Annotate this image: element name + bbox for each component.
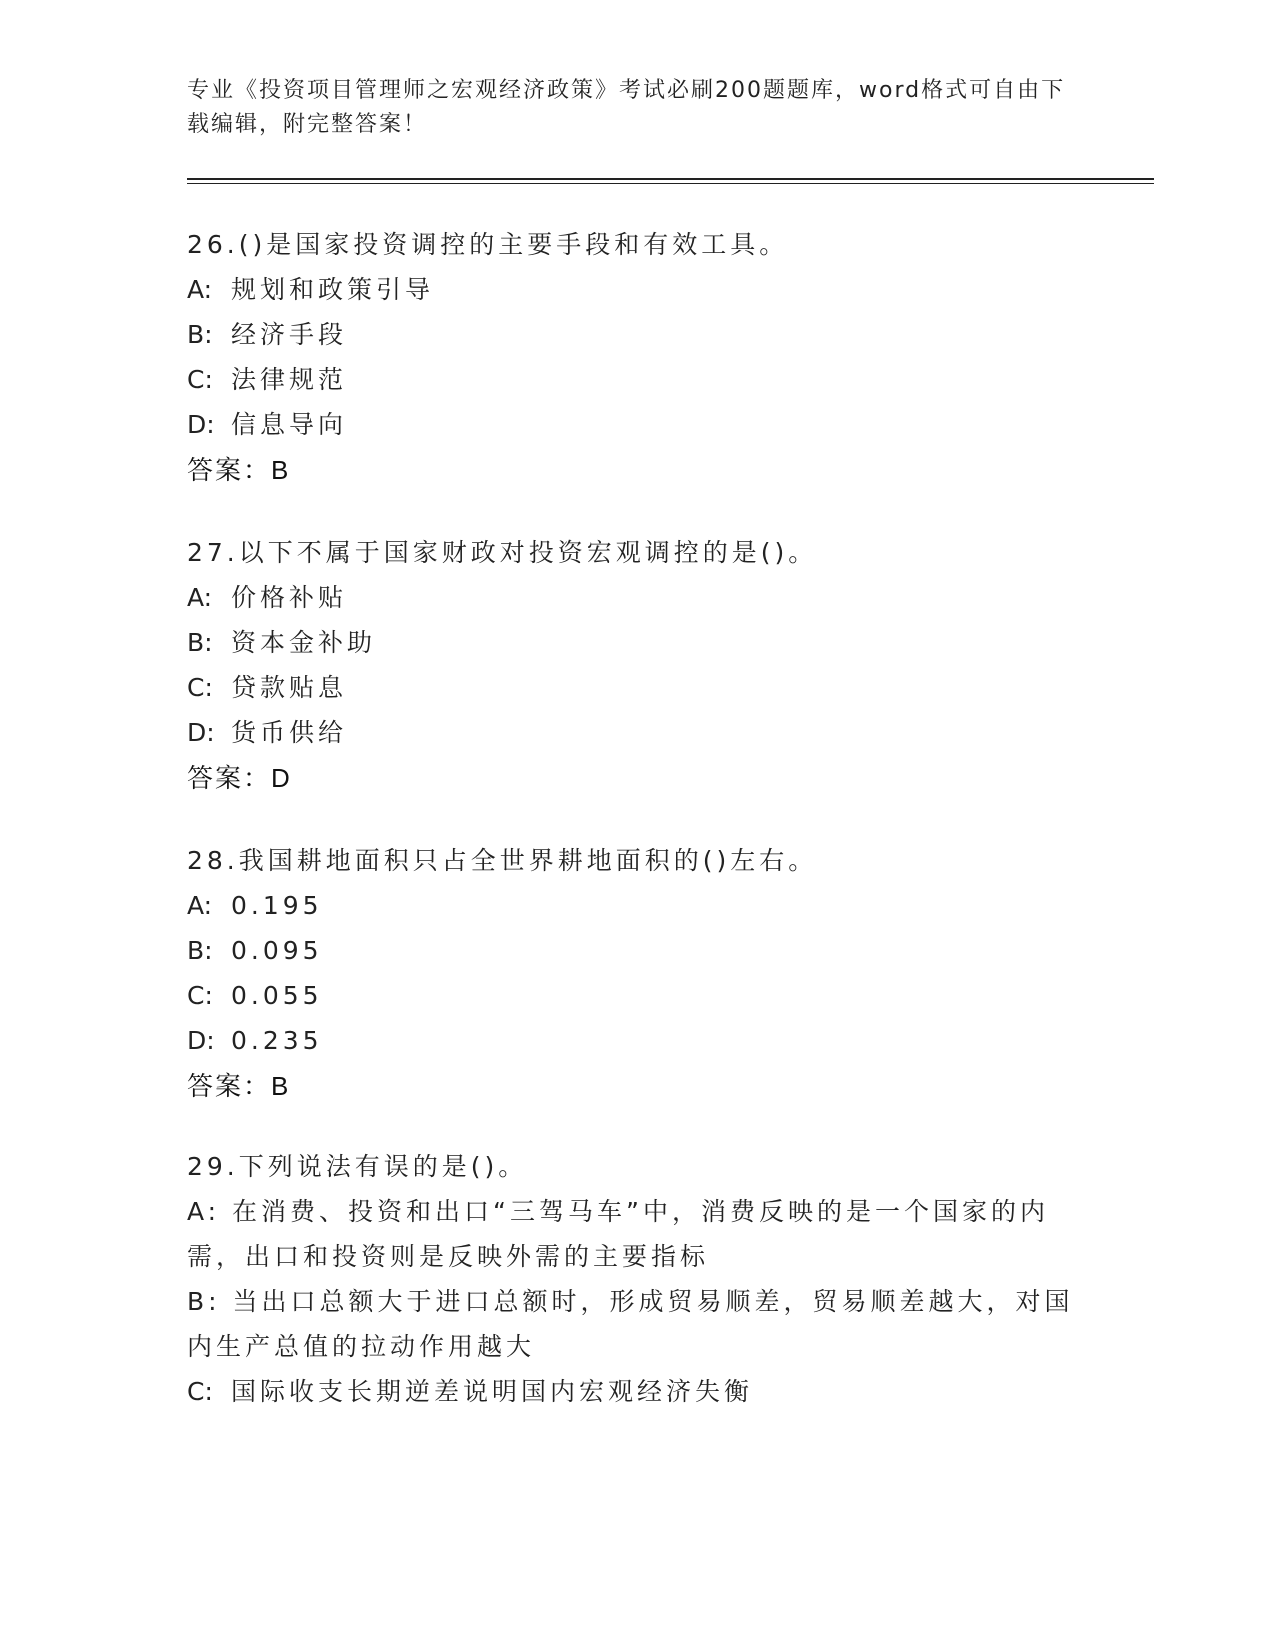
answer-value: B xyxy=(271,455,291,485)
option-letter: C: xyxy=(187,365,213,394)
question-stem: 29.下列说法有误的是()。 xyxy=(187,1152,528,1181)
question-27 xyxy=(187,530,1087,801)
option-b xyxy=(187,1279,1087,1369)
option-c xyxy=(187,357,1087,402)
header-rule-thick xyxy=(187,178,1154,180)
answer-value: B xyxy=(271,1071,291,1101)
option-letter: C: xyxy=(187,673,213,702)
option-letter: D: xyxy=(187,1026,215,1055)
option-text: 信息导向 xyxy=(231,410,348,439)
option-c xyxy=(187,1369,1087,1414)
option-d xyxy=(187,402,1087,447)
question-stem: 27.以下不属于国家财政对投资宏观调控的是()。 xyxy=(187,538,818,567)
option-text: 资本金补助 xyxy=(231,628,377,657)
question-28 xyxy=(187,838,1087,1109)
option-a xyxy=(187,1189,1087,1279)
option-letter: B: xyxy=(187,628,213,657)
option-text: 当出口总额大于进口总额时，形成贸易顺差，贸易顺差越大，对国内生产总值的拉动作用越大 xyxy=(187,1287,1074,1361)
question-stem: 28.我国耕地面积只占全世界耕地面积的()左右。 xyxy=(187,846,818,875)
option-text: 0.195 xyxy=(231,891,323,920)
option-text: 货币供给 xyxy=(231,718,348,747)
answer-label: 答案： xyxy=(187,455,272,485)
option-letter: A: xyxy=(187,1197,221,1226)
header-rule-thin xyxy=(187,183,1154,184)
option-letter: B: xyxy=(187,936,213,965)
question-29 xyxy=(187,1144,1087,1414)
option-text: 经济手段 xyxy=(231,320,348,349)
option-letter: B: xyxy=(187,320,213,349)
option-letter: A: xyxy=(187,891,213,920)
option-text: 贷款贴息 xyxy=(231,673,348,702)
option-d xyxy=(187,1018,1087,1063)
option-b xyxy=(187,620,1087,665)
answer-line xyxy=(187,755,1087,801)
option-c xyxy=(187,973,1087,1018)
option-letter: B: xyxy=(187,1287,221,1316)
option-letter: D: xyxy=(187,410,215,439)
option-b xyxy=(187,312,1087,357)
option-text: 法律规范 xyxy=(231,365,348,394)
answer-line xyxy=(187,447,1087,493)
option-d xyxy=(187,710,1087,755)
question-26 xyxy=(187,222,1087,493)
option-a xyxy=(187,267,1087,312)
option-letter: A: xyxy=(187,275,213,304)
option-text: 0.235 xyxy=(231,1026,323,1055)
option-text: 规划和政策引导 xyxy=(231,275,435,304)
option-text: 0.095 xyxy=(231,936,323,965)
answer-label: 答案： xyxy=(187,1071,272,1101)
option-text: 在消费、投资和出口“三驾马车”中，消费反映的是一个国家的内需，出口和投资则是反映外需的主要指标 xyxy=(187,1197,1049,1271)
answer-value: D xyxy=(271,763,292,793)
option-a xyxy=(187,883,1087,928)
option-a xyxy=(187,575,1087,620)
answer-label: 答案： xyxy=(187,763,272,793)
option-letter: C: xyxy=(187,1377,213,1406)
option-text: 价格补贴 xyxy=(231,583,348,612)
option-b xyxy=(187,928,1087,973)
option-text: 0.055 xyxy=(231,981,323,1010)
option-c xyxy=(187,665,1087,710)
option-letter: C: xyxy=(187,981,213,1010)
answer-line xyxy=(187,1063,1087,1109)
option-letter: A: xyxy=(187,583,213,612)
option-text: 国际收支长期逆差说明国内宏观经济失衡 xyxy=(231,1377,754,1406)
option-letter: D: xyxy=(187,718,215,747)
document-intro: 专业《投资项目管理师之宏观经济政策》考试必刷200题题库，word格式可自由下载编辑，附完整答案！ xyxy=(187,78,1066,137)
question-stem: 26.()是国家投资调控的主要手段和有效工具。 xyxy=(187,230,789,259)
